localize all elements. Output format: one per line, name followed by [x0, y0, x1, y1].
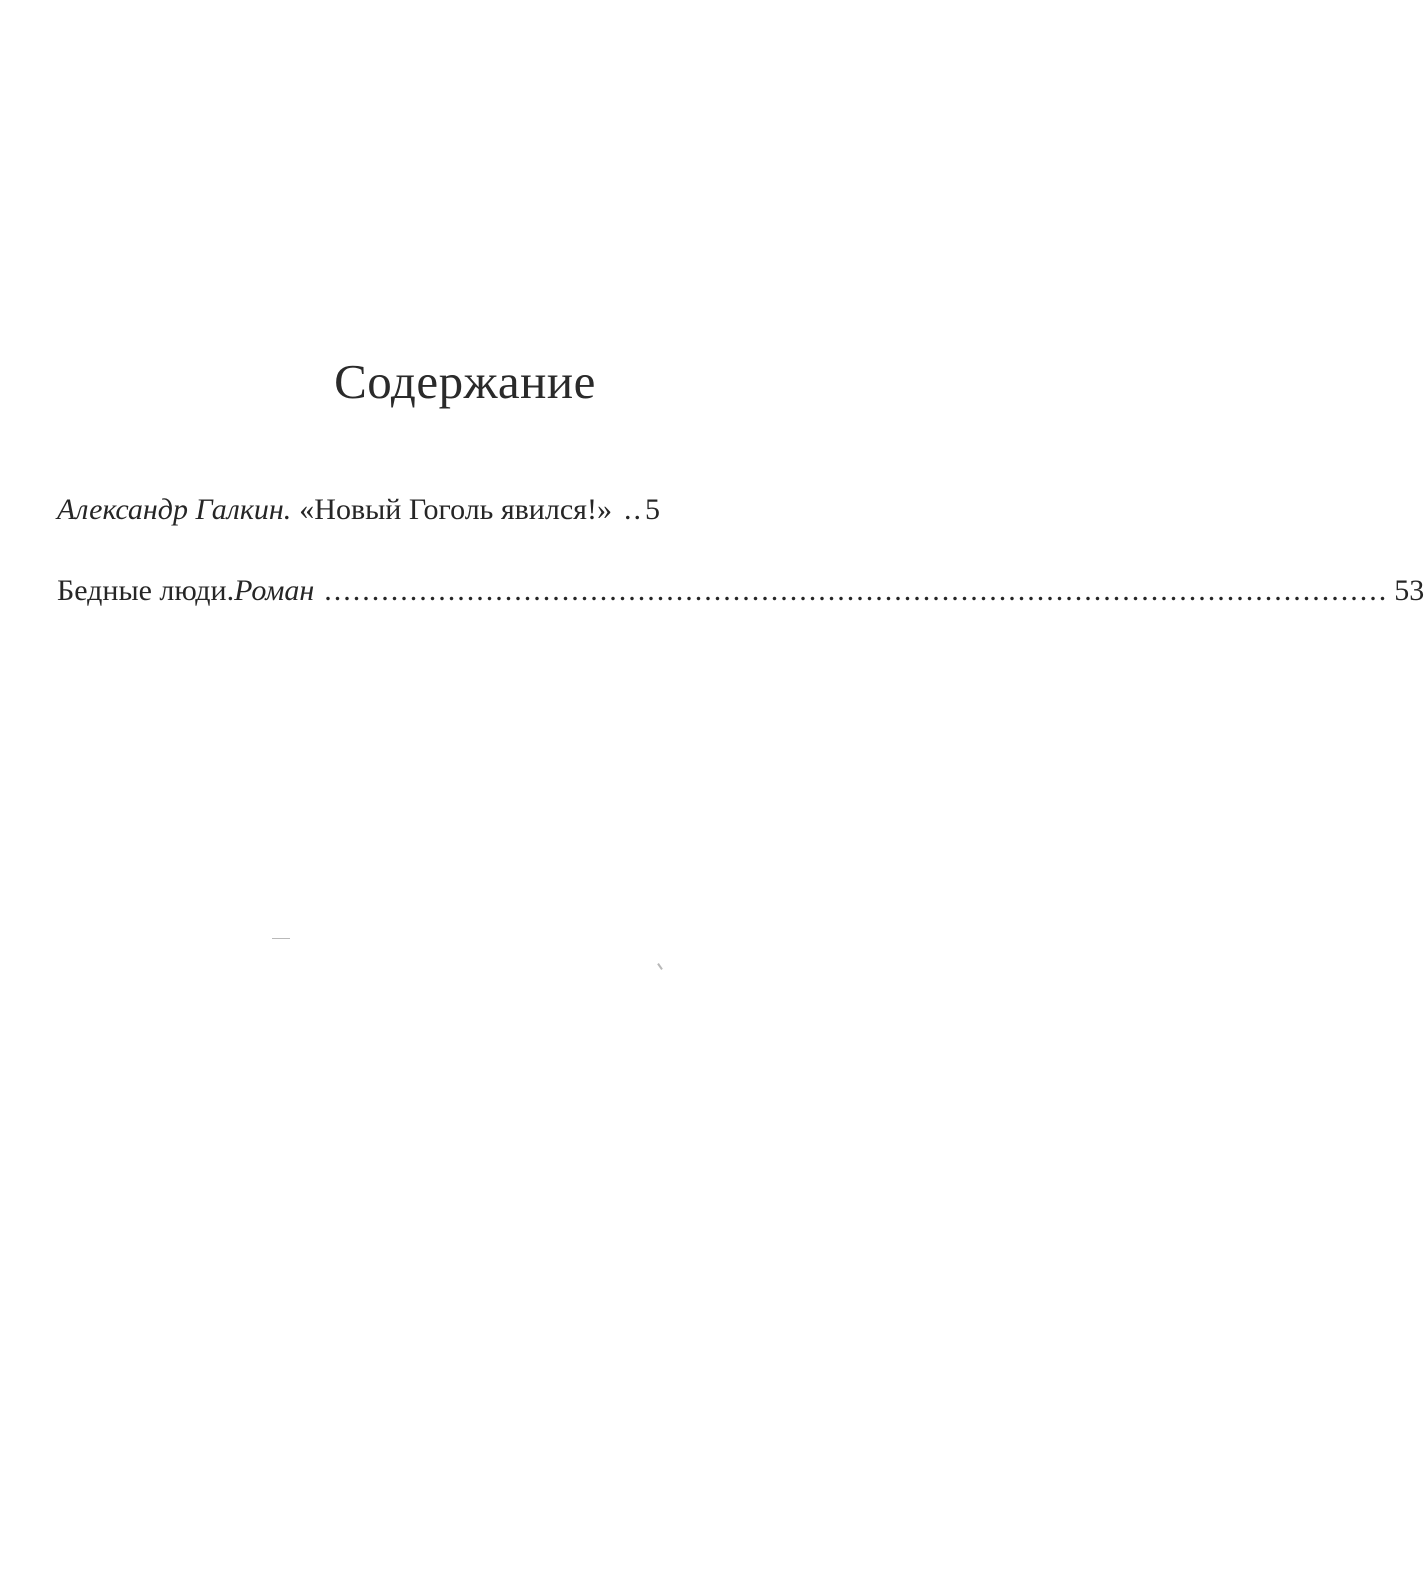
toc-entry-page-number: 5 [644, 493, 660, 526]
page-title: Содержание [334, 354, 596, 409]
toc-entry [57, 567, 1424, 615]
toc-entry-author: Александр Галкин. [57, 493, 292, 526]
toc-entry-genre: Роман [234, 574, 315, 607]
scan-mark [657, 963, 663, 970]
table-of-contents [57, 486, 1424, 615]
toc-entry-title: «Новый Гоголь явился!» [299, 493, 612, 526]
dot-leader: ................................................................................................................ [324, 574, 1389, 607]
scan-mark [272, 938, 290, 939]
toc-entry-page-number: 53 [1394, 574, 1424, 607]
toc-entry-title: Бедные люди. [57, 574, 235, 607]
toc-entry [57, 486, 875, 534]
dot-leader: .. [623, 493, 643, 526]
